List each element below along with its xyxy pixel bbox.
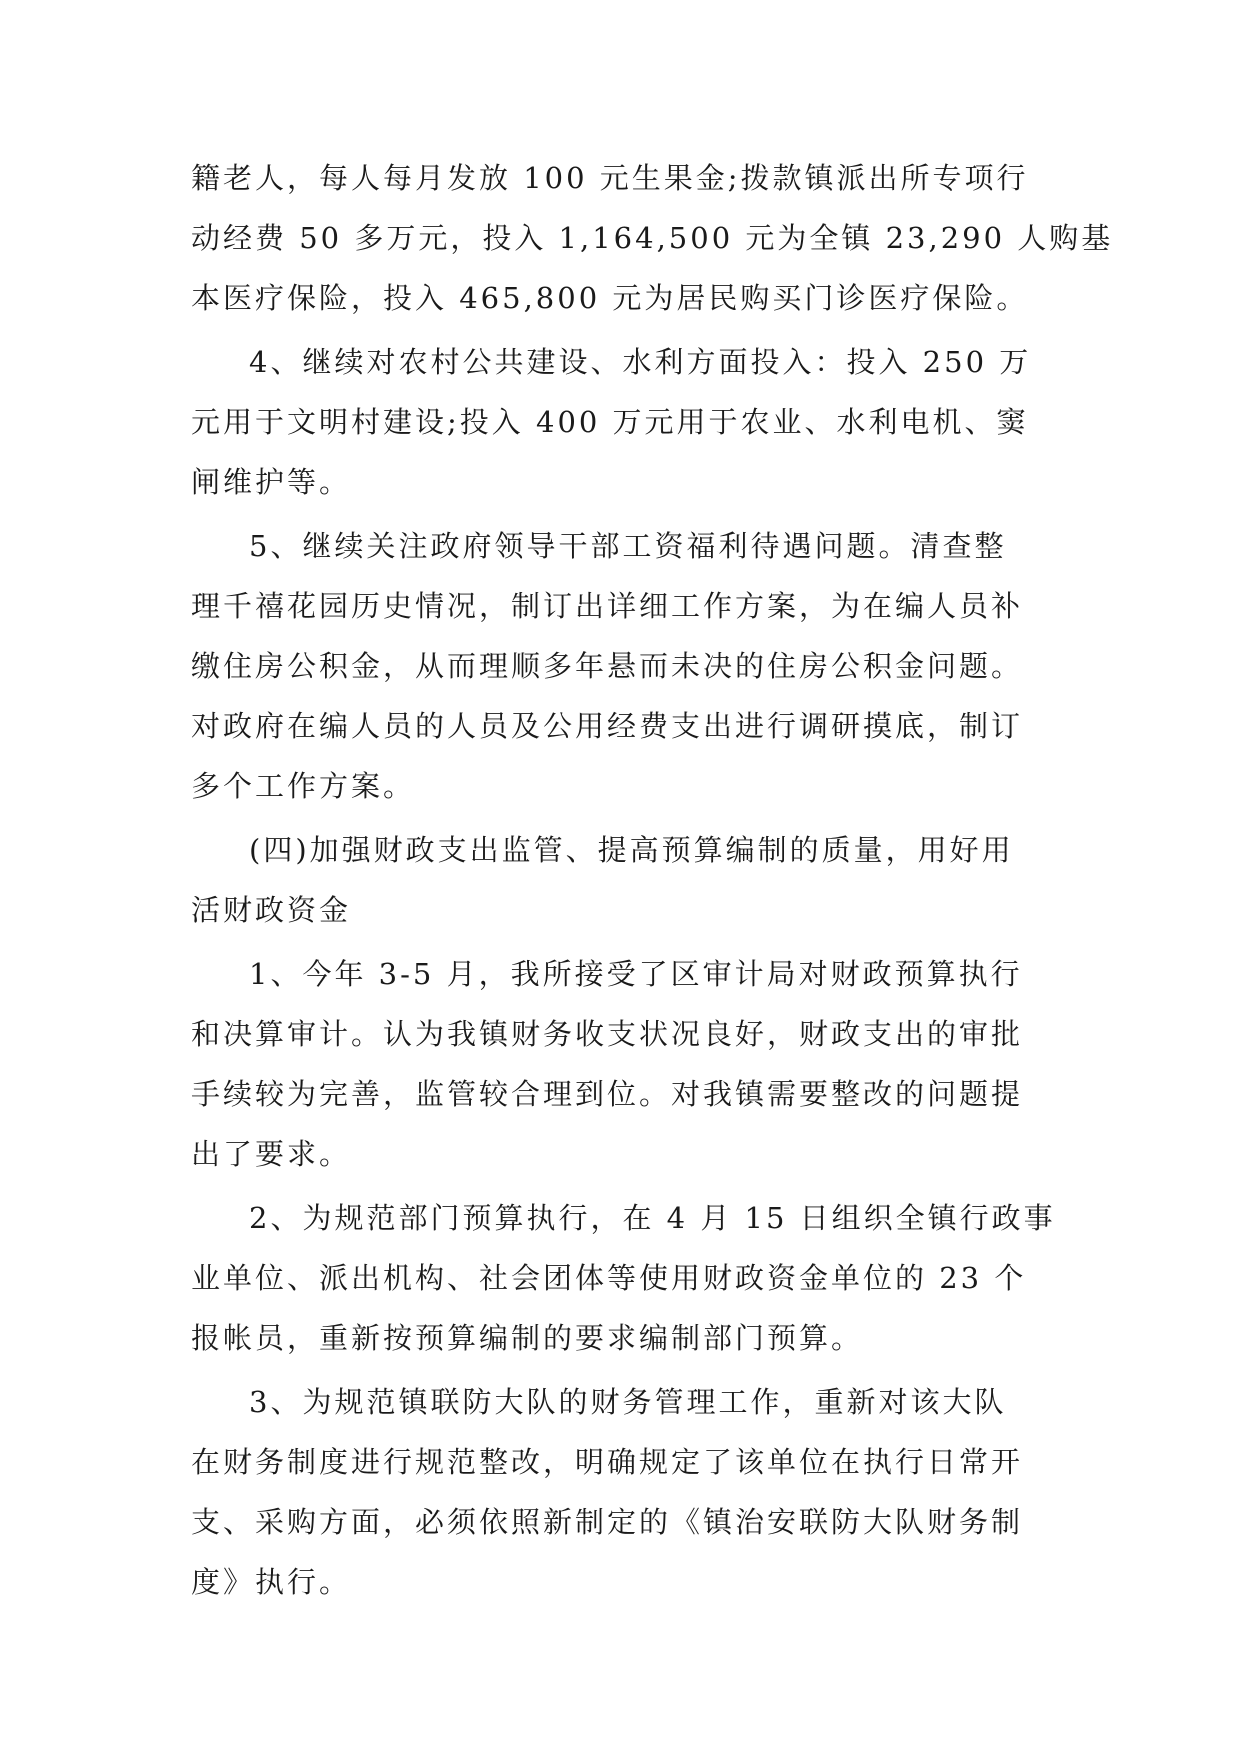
text-line: (四)加强财政支出监管、提高预算编制的质量，用好用 xyxy=(249,833,1014,867)
text-line: 报帐员，重新按预算编制的要求编制部门预算。 xyxy=(191,1321,864,1355)
text-line: 缴住房公积金，从而理顺多年悬而未决的住房公积金问题。 xyxy=(191,649,1024,683)
text-line: 业单位、派出机构、社会团体等使用财政资金单位的 23 个 xyxy=(191,1261,1027,1295)
text-line: 活财政资金 xyxy=(191,893,352,927)
paragraph-s4-item-3 xyxy=(191,1372,1061,1612)
paragraph-s4-item-1 xyxy=(191,944,1061,1184)
text-line: 在财务制度进行规范整改，明确规定了该单位在执行日常开 xyxy=(191,1445,1024,1479)
text-line: 1、今年 3-5 月，我所接受了区审计局对财政预算执行 xyxy=(249,957,1023,991)
text-line: 元用于文明村建设;投入 400 万元用于农业、水利电机、窦 xyxy=(191,405,1029,439)
text-line: 籍老人，每人每月发放 100 元生果金;拨款镇派出所专项行 xyxy=(191,161,1029,195)
text-line: 本医疗保险，投入 465,800 元为居民购买门诊医疗保险。 xyxy=(191,281,1029,315)
paragraph-item-5 xyxy=(191,516,1061,816)
paragraph-item-4 xyxy=(191,332,1061,512)
text-line: 和决算审计。认为我镇财务收支状况良好，财政支出的审批 xyxy=(191,1017,1024,1051)
text-line: 闸维护等。 xyxy=(191,465,352,499)
text-line: 4、继续对农村公共建设、水利方面投入：投入 250 万 xyxy=(249,345,1032,379)
text-line: 度》执行。 xyxy=(191,1565,352,1599)
text-line: 对政府在编人员的人员及公用经费支出进行调研摸底，制订 xyxy=(191,709,1024,743)
text-line: 多个工作方案。 xyxy=(191,769,416,803)
text-line: 动经费 50 多万元，投入 1,164,500 元为全镇 23,290 人购基 xyxy=(191,221,1114,255)
text-line: 3、为规范镇联防大队的财务管理工作，重新对该大队 xyxy=(249,1385,1007,1419)
text-line: 理千禧花园历史情况，制订出详细工作方案，为在编人员补 xyxy=(191,589,1024,623)
text-line: 出了要求。 xyxy=(191,1137,352,1171)
document-body xyxy=(191,148,1114,1612)
paragraph-s4-item-2 xyxy=(191,1188,1061,1368)
section-heading-4 xyxy=(191,820,1061,940)
text-line: 支、采购方面，必须依照新制定的《镇治安联防大队财务制 xyxy=(191,1505,1024,1539)
paragraph-continued xyxy=(191,148,1114,328)
text-line: 5、继续关注政府领导干部工资福利待遇问题。清查整 xyxy=(249,529,1007,563)
text-line: 2、为规范部门预算执行，在 4 月 15 日组织全镇行政事 xyxy=(249,1201,1056,1235)
text-line: 手续较为完善，监管较合理到位。对我镇需要整改的问题提 xyxy=(191,1077,1024,1111)
